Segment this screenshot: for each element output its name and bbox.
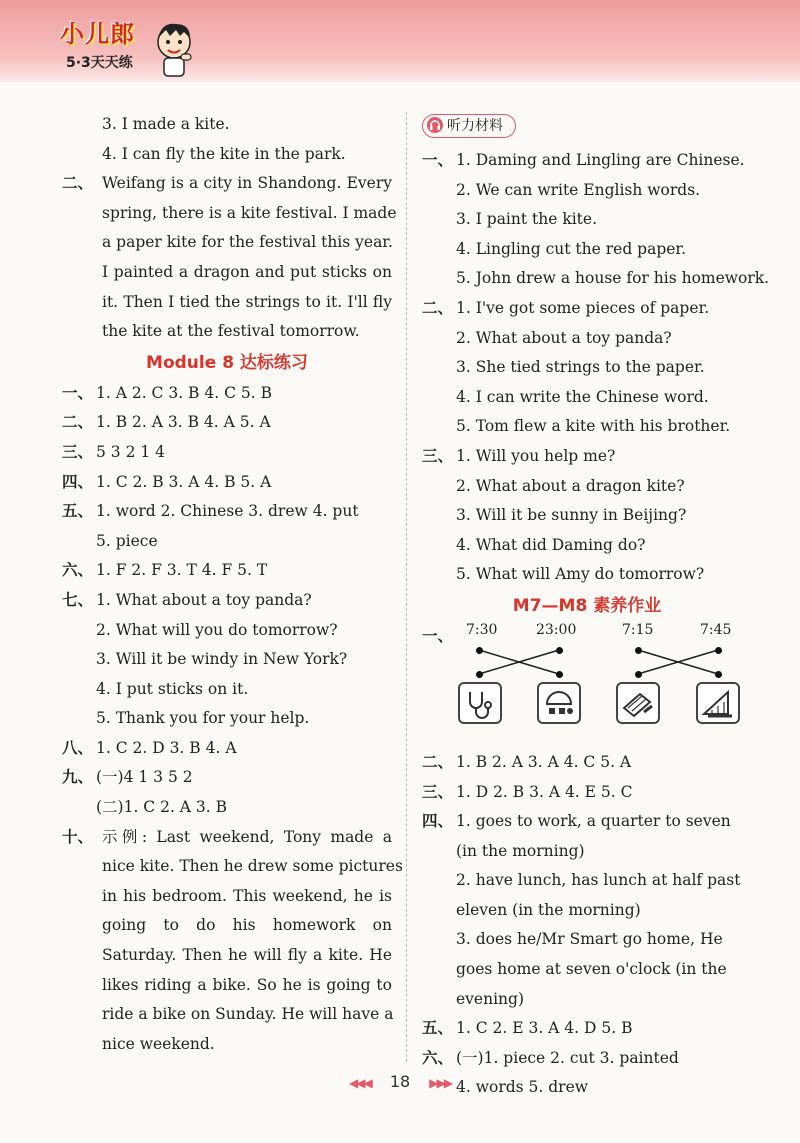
answer-text: 1. C 2. B 3. A 4. B 5. A — [96, 472, 272, 491]
time-label: 7:30 — [466, 621, 498, 638]
answer-text: 3. Will it be sunny in Beijing? — [456, 506, 687, 525]
essay-line — [62, 852, 403, 882]
answer-line — [62, 556, 392, 586]
section-marker: 六、 — [422, 1048, 454, 1067]
answer-text: (二)1. C 2. A 3. B — [96, 798, 228, 817]
section-marker: 四、 — [62, 472, 94, 491]
answer-line — [62, 379, 392, 409]
answer-line — [422, 235, 752, 265]
answer-text: 4. I can write the Chinese word. — [456, 387, 709, 406]
answer-line — [62, 140, 392, 170]
top-lines — [62, 110, 392, 169]
match-dot — [556, 671, 563, 678]
essay-text: Saturday. Then he will fly a kite. He — [102, 946, 392, 965]
mascot-icon — [150, 18, 198, 78]
section-marker: 一、 — [422, 626, 454, 645]
answer-line — [422, 501, 752, 531]
answer-text: 5 3 2 1 4 — [96, 442, 166, 461]
right-column — [422, 110, 770, 1103]
answer-line — [62, 110, 392, 140]
answer-line — [62, 527, 392, 557]
essay-text: in his bedroom. This weekend, he is — [102, 886, 392, 905]
match-dot — [476, 671, 483, 678]
badge-label: 听力材料 — [447, 118, 503, 134]
answer-line — [422, 412, 752, 442]
essay — [62, 823, 403, 1060]
time-label: 7:45 — [700, 621, 732, 638]
answer-text: 4. Lingling cut the red paper. — [456, 239, 687, 258]
answer-line — [422, 778, 752, 808]
answer-text: 3. I made a kite. — [102, 115, 230, 133]
essay-text: likes riding a bike. So he is going to — [102, 975, 392, 994]
time-label: 23:00 — [536, 621, 577, 638]
left-arrows-icon: ◀◀◀ — [349, 1076, 371, 1090]
answer-line — [422, 560, 752, 590]
passage-text: it. Then I tied the strings to it. I'll fly — [102, 292, 392, 311]
answer-text: 5. What will Amy do tomorrow? — [456, 565, 705, 584]
essay-line — [62, 941, 392, 971]
headphones-icon — [427, 117, 443, 133]
passage-text: the kite at the festival tomorrow. — [102, 322, 360, 341]
essay-text: going to do his homework on — [102, 916, 392, 935]
answer-text: 3. does he/Mr Smart go home, He — [456, 930, 723, 949]
m7m8-answers — [422, 748, 752, 1103]
section-marker: 九、 — [62, 768, 94, 787]
stethoscope-icon — [458, 682, 502, 724]
answer-line — [62, 704, 392, 734]
answer-text: 5. Tom flew a kite with his brother. — [456, 417, 731, 436]
answer-line — [422, 353, 752, 383]
passage-line — [62, 199, 397, 229]
listening-material — [422, 146, 770, 590]
badge-row — [422, 110, 752, 146]
answer-line — [62, 497, 392, 527]
answer-line — [62, 438, 392, 468]
section-marker: 七、 — [62, 590, 94, 609]
section-marker: 八、 — [62, 738, 94, 757]
section-marker: 五、 — [62, 502, 94, 521]
match-dot — [635, 647, 642, 654]
answer-text: 1. C 2. D 3. B 4. A — [96, 738, 237, 757]
passage-line — [62, 317, 392, 347]
answer-line — [62, 645, 392, 675]
answer-line — [62, 763, 392, 793]
answer-text: 1. I've got some pieces of paper. — [456, 298, 710, 317]
passage-line — [62, 288, 392, 318]
section-marker: 二、 — [62, 413, 94, 432]
matching-exercise — [422, 622, 752, 748]
answer-text: 5. John drew a house for his homework. — [456, 269, 770, 288]
essay-text: ride a bike on Sunday. He will have a — [102, 1005, 394, 1024]
column-divider — [406, 112, 407, 1062]
section-marker: 十、 — [62, 827, 94, 846]
brand-logo: 小儿郎 — [60, 20, 135, 48]
answer-line — [62, 468, 392, 498]
section-marker: 一、 — [422, 151, 454, 169]
answer-text: 1. B 2. A 3. A 4. C 5. A — [456, 752, 632, 771]
answer-text: 1. goes to work, a quarter to seven — [456, 812, 731, 831]
answer-line — [62, 408, 392, 438]
toys-icon — [537, 682, 581, 724]
module-title: Module 8 达标练习 — [146, 352, 308, 373]
answer-text: (一)1. piece 2. cut 3. painted — [456, 1048, 679, 1067]
section-marker: 六、 — [62, 561, 94, 580]
page-header — [0, 0, 800, 82]
answer-text: 3. I paint the kite. — [456, 210, 598, 229]
essay-line — [62, 1000, 392, 1030]
match-dot — [635, 671, 642, 678]
page-number: 18 — [389, 1072, 411, 1091]
section-marker: 二、 — [422, 298, 454, 317]
answer-text: 4. I can fly the kite in the park. — [102, 144, 346, 163]
answer-text: 2. What about a dragon kite? — [456, 476, 685, 495]
passage-line — [62, 228, 392, 258]
answer-line — [422, 955, 752, 985]
passage — [62, 169, 397, 347]
passage-line — [62, 258, 392, 288]
answer-text: 4. What did Daming do? — [456, 535, 646, 554]
answer-line — [422, 896, 752, 926]
answer-line — [62, 793, 392, 823]
answer-text: (in the morning) — [456, 841, 585, 860]
answer-line — [422, 837, 752, 867]
section-marker: 三、 — [62, 442, 94, 461]
essay-line — [62, 911, 392, 941]
answer-line — [422, 1044, 752, 1074]
answer-line — [422, 866, 752, 896]
answer-text: 1. F 2. F 3. T 4. F 5. T — [96, 561, 268, 580]
answer-text: 2. What will you do tomorrow? — [96, 620, 338, 639]
answer-text: 4. words 5. drew — [456, 1078, 589, 1097]
section-marker: 三、 — [422, 446, 454, 465]
section-marker: 三、 — [422, 782, 454, 801]
essay-text: nice kite. Then he drew some pictures — [102, 857, 403, 876]
answer-line — [422, 748, 752, 778]
book-icon — [616, 682, 660, 724]
answer-line — [422, 205, 752, 235]
section-marker: 二、 — [62, 174, 94, 193]
answer-text: 1. word 2. Chinese 3. drew 4. put — [96, 502, 359, 521]
ruler-icon — [696, 682, 740, 724]
answer-text: 5. Thank you for your help. — [96, 709, 310, 728]
answer-line — [62, 734, 392, 764]
answer-text: 1. D 2. B 3. A 4. E 5. C — [456, 782, 633, 801]
answer-text: 2. We can write English words. — [456, 180, 701, 199]
answer-line — [422, 807, 752, 837]
answer-line — [62, 616, 392, 646]
answer-text: 4. I put sticks on it. — [96, 679, 249, 698]
answer-line — [422, 264, 770, 294]
answer-text: 1. What about a toy panda? — [96, 590, 312, 609]
answer-line — [62, 675, 392, 705]
answer-line — [422, 176, 752, 206]
answer-text: 2. have lunch, has lunch at half past — [456, 871, 741, 890]
m7m8-title: M7—M8 素养作业 — [512, 595, 662, 616]
section-marker: 一、 — [62, 383, 94, 402]
answer-line — [422, 324, 752, 354]
answer-text: evening) — [456, 989, 524, 1008]
section-marker: 四、 — [422, 812, 454, 831]
passage-text: Weifang is a city in Shandong. Every — [102, 174, 392, 193]
passage-line — [62, 169, 392, 199]
answer-text: 3. She tied strings to the paper. — [456, 358, 705, 377]
answer-line — [422, 985, 752, 1015]
section-marker: 二、 — [422, 752, 454, 771]
answer-text: 1. B 2. A 3. B 4. A 5. A — [96, 413, 271, 432]
match-dot — [715, 647, 722, 654]
answer-text: 1. A 2. C 3. B 4. C 5. B — [96, 383, 272, 402]
answer-line — [422, 1014, 752, 1044]
answer-text: 1. C 2. E 3. A 4. D 5. B — [456, 1019, 633, 1038]
essay-line — [62, 823, 392, 853]
match-dot — [715, 671, 722, 678]
series-label: 5·3天天练 — [66, 55, 133, 71]
passage-text: a paper kite for the festival this year. — [102, 233, 393, 252]
left-column — [62, 110, 403, 1059]
essay-text: nice weekend. — [102, 1034, 215, 1053]
answer-line — [422, 146, 752, 176]
answer-text: 2. What about a toy panda? — [456, 328, 672, 347]
answer-text: eleven (in the morning) — [456, 900, 641, 919]
essay-line — [62, 1030, 392, 1060]
answer-line — [422, 383, 752, 413]
essay-line — [62, 971, 392, 1001]
answer-line — [422, 531, 752, 561]
answer-text: goes home at seven o'clock (in the — [456, 960, 727, 979]
match-dot — [476, 647, 483, 654]
match-dot — [556, 647, 563, 654]
time-label: 7:15 — [622, 621, 654, 638]
answer-line — [422, 294, 752, 324]
page-footer — [0, 1072, 800, 1091]
right-arrows-icon: ▶▶▶ — [429, 1076, 451, 1090]
answer-line — [422, 442, 752, 472]
answer-text: 1. Will you help me? — [456, 446, 616, 465]
answer-text: 5. piece — [96, 531, 158, 550]
answer-text: 1. Daming and Lingling are Chinese. — [456, 151, 745, 169]
essay-text: 示例: Last weekend, Tony made a — [102, 827, 392, 846]
answer-line — [62, 586, 392, 616]
answer-text: 3. Will it be windy in New York? — [96, 650, 348, 669]
listening-badge — [422, 114, 516, 138]
answer-line — [422, 925, 752, 955]
answer-text: (一)4 1 3 5 2 — [96, 768, 193, 787]
passage-text: I painted a dragon and put sticks on — [102, 262, 392, 281]
answer-line — [422, 472, 752, 502]
section-marker: 五、 — [422, 1019, 454, 1038]
passage-text: spring, there is a kite festival. I made — [102, 203, 397, 222]
essay-line — [62, 882, 392, 912]
module-answers — [62, 379, 392, 823]
